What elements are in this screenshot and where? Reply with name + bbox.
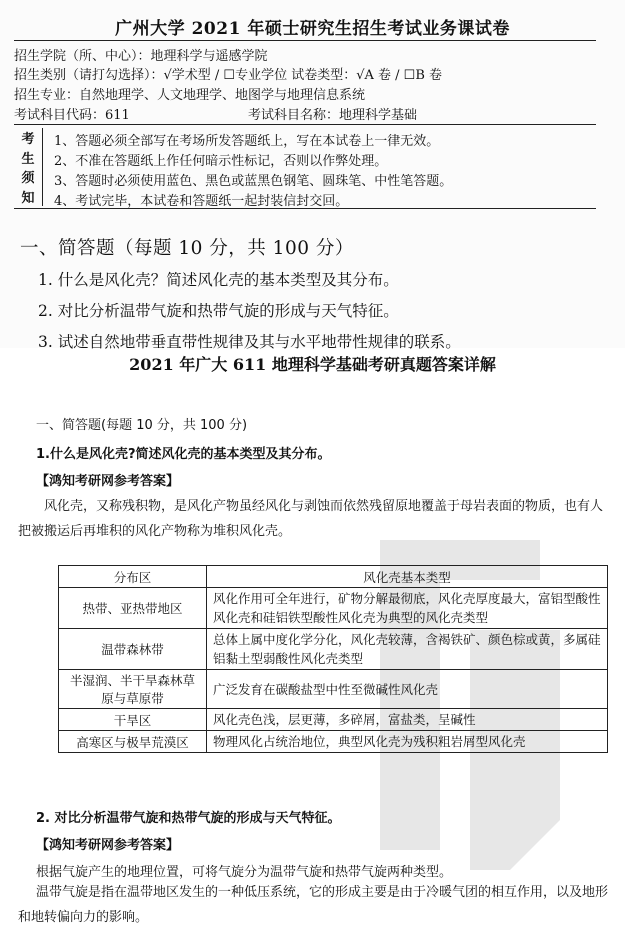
q1-title: 1.什么是风化壳?简述风化壳的基本类型及其分布。 [36, 447, 331, 462]
table-row [59, 629, 608, 670]
notice-side-label [14, 128, 43, 206]
table-header: 风化壳基本类型 [207, 566, 608, 588]
exam-question: 3. 试述自然地带垂直带性规律及其与水平地带性规律的联系。 [38, 333, 461, 351]
notice-char: 须 [21, 171, 35, 187]
q2-paragraph: 温带气旋是指在温带地区发生的一种低压系统，它的形成主要是由于冷暖气团的相互作用，以及地形和地转偏向力的影响。 [18, 885, 609, 925]
notice-box [14, 128, 596, 208]
table-row [59, 709, 608, 731]
table-cell: 半湿润、半干旱森林草原与草原带 [59, 670, 207, 709]
subject-name: 考试科目名称：地理科学基础 [248, 108, 418, 123]
reference-label: 【鸿知考研网参考答案】 [36, 474, 180, 489]
table-cell: 风化作用可全年进行，矿物分解最彻底，风化壳厚度最大，富铝型酸性风化壳和硅铝铁型酸性风化壳为典型的风化壳类型 [207, 588, 608, 629]
divider [14, 208, 596, 209]
major-line: 招生专业：自然地理学、人文地理学、地图学与地理信息系统 [14, 88, 366, 103]
table-header: 分布区 [59, 566, 207, 588]
section-heading: 一、简答题（每题 10 分，共 100 分） [20, 238, 354, 259]
q2-title: 2. 对比分析温带气旋和热带气旋的形成与天气特征。 [36, 811, 341, 826]
weathering-crust-table [58, 565, 608, 753]
exam-paper-scan [0, 0, 625, 351]
notice-item: 4、考试完毕，本试卷和答题纸一起封装信封交回。 [54, 194, 349, 209]
divider [14, 124, 596, 125]
college-line: 招生学院（所、中心）：地理科学与遥感学院 [14, 49, 268, 64]
exam-question: 1. 什么是风化壳？简述风化壳的基本类型及其分布。 [38, 271, 399, 289]
table-row [59, 670, 608, 709]
table-cell: 干旱区 [59, 709, 207, 731]
table-row [59, 588, 608, 629]
notice-char: 生 [21, 151, 35, 167]
table-row [59, 731, 608, 753]
notice-item: 1、答题必须全部写在考场所发答题纸上，写在本试卷上一律无效。 [54, 134, 440, 149]
table-cell: 广泛发育在碳酸盐型中性至微碱性风化壳 [207, 670, 608, 709]
exam-question: 2. 对比分析温带气旋和热带气旋的形成与天气特征。 [38, 302, 399, 320]
exam-title: 广州大学 2021 年硕士研究生招生考试业务课试卷 [115, 19, 510, 39]
reference-label: 【鸿知考研网参考答案】 [36, 838, 180, 853]
answer-section-heading: 一、简答题(每题 10 分，共 100 分) [36, 418, 248, 433]
table-header-row [59, 566, 608, 588]
subject-code: 考试科目代码：611 [14, 108, 130, 123]
notice-char: 知 [21, 190, 35, 206]
table-cell: 物理风化占统治地位，典型风化壳为残积粗岩屑型风化壳 [207, 731, 608, 753]
q1-paragraph: 风化壳，又称残积物，是风化产物虽经风化与剥蚀而依然残留原地覆盖于母岩表面的物质，也有人把被搬运后再堆积的风化产物称为堆积风化壳。 [18, 499, 604, 539]
table-cell: 高寒区与极旱荒漠区 [59, 731, 207, 753]
answer-title: 2021 年广大 611 地理科学基础考研真题答案详解 [129, 355, 496, 374]
notice-item: 3、答题时必须使用蓝色、黑色或蓝黑色钢笔、圆珠笔、中性笔答题。 [54, 174, 453, 189]
table-cell: 风化壳色浅，层更薄，多碎屑，富盐类，呈碱性 [207, 709, 608, 731]
table-cell: 热带、亚热带地区 [59, 588, 207, 629]
notice-item: 2、不准在答题纸上作任何暗示性标记，否则以作弊处理。 [54, 154, 388, 169]
notice-char: 考 [21, 132, 35, 148]
divider [14, 40, 596, 41]
q2-paragraph: 根据气旋产生的地理位置，可将气旋分为温带气旋和热带气旋两种类型。 [36, 865, 453, 880]
category-line: 招生类别（请打勾选择）：√学术型 / ☐专业学位 试卷类型：√A 卷 / ☐B 卷 [14, 68, 443, 83]
table-cell: 温带森林带 [59, 629, 207, 670]
table-cell: 总体上属中度化学分化，风化壳较薄，含褐铁矿、颜色棕或黄，多属硅铝黏土型弱酸性风化壳类型 [207, 629, 608, 670]
